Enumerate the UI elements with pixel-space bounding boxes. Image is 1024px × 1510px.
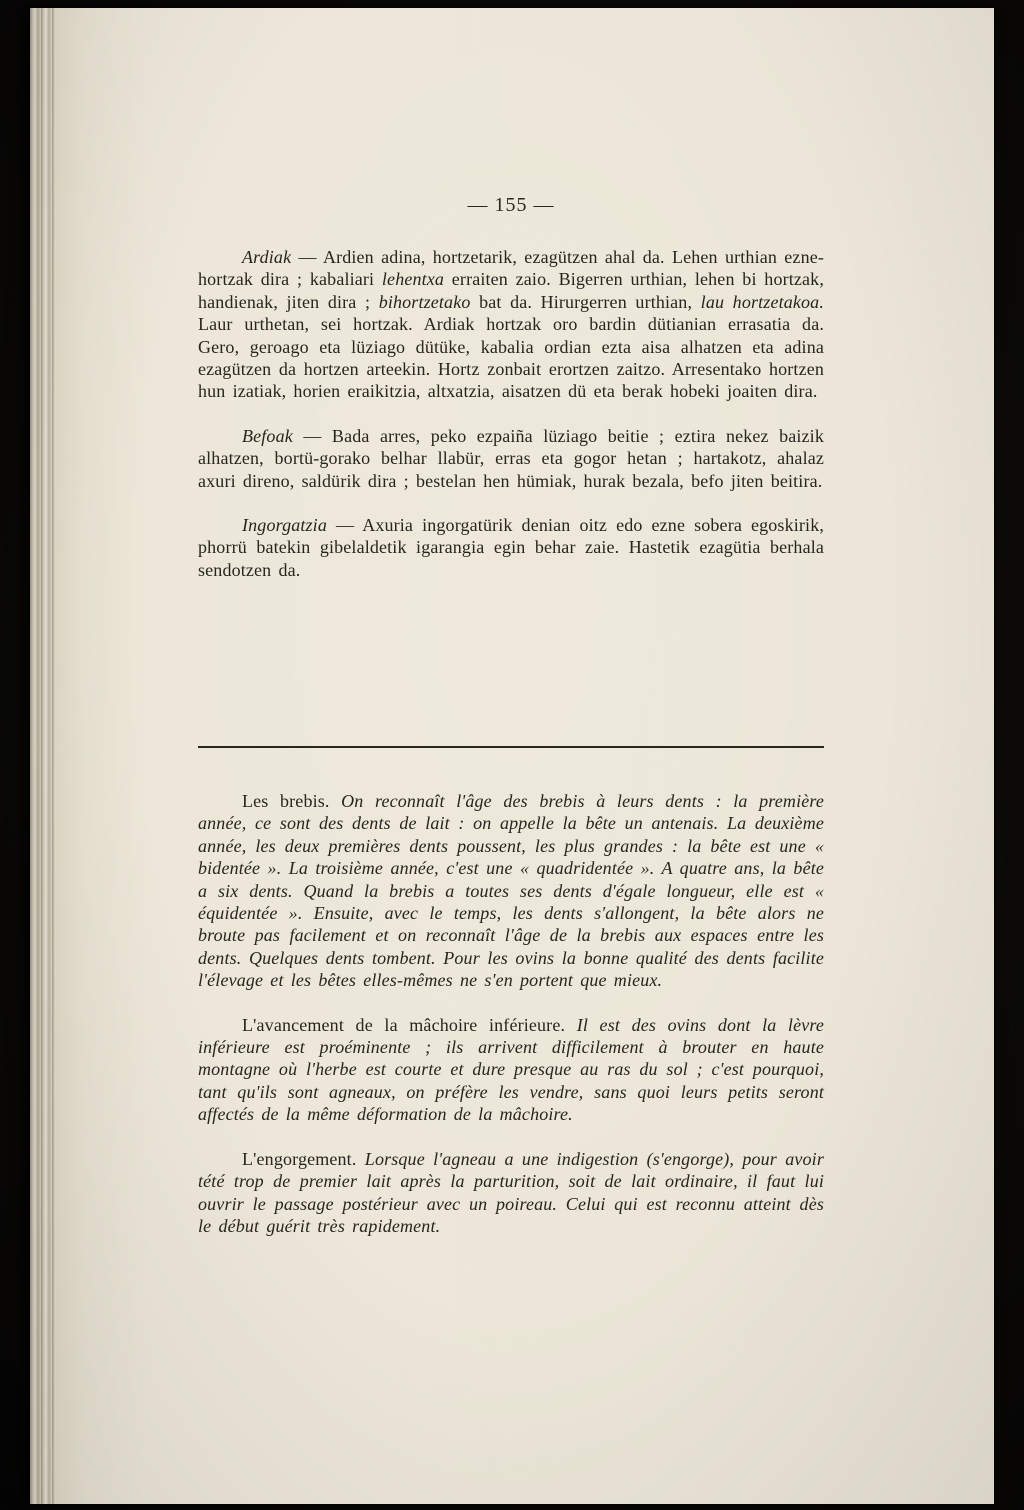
paragraph <box>198 246 824 403</box>
paragraph <box>198 425 824 492</box>
paragraph <box>198 1148 824 1238</box>
text-run: erraiten zaio. Bigerren urthian, lehen bi hortzak, handienak, jiten dira ; <box>198 269 824 312</box>
italic-run: Lorsque l'agneau a une indigestion (s'engorge), pour avoir tété trop de premier lait après la parturition, soit de lait ordinaire, il faut lui ouvrir le passage postérieur avec un poireau. Celui qui est reconnu atteint dès le début guérit très rapidement. <box>198 1148 824 1236</box>
paragraph <box>198 790 824 992</box>
italic-run: Il est des ovins dont la lèvre inférieure est proéminente ; ils arrivent difficilement à brouter en haute montagne où l'herbe est courte et dure presque au ras du sol ; c'est pourquoi, tant qu'ils sont agneaux, on préfère les vendre, sans quoi leurs petits seront affectés de la même déformation de la mâchoire. <box>198 1014 824 1125</box>
italic-run: lehentxa <box>381 269 445 290</box>
french-translation-block <box>198 790 824 1237</box>
italic-run: lau hortzetakoa. <box>700 291 824 312</box>
binding-page-edges <box>30 8 56 1504</box>
italic-run: Ingorgatzia <box>242 515 327 536</box>
basque-text-block <box>198 246 824 581</box>
paragraph <box>198 514 824 581</box>
italic-run: Ardiak <box>242 247 292 267</box>
text-run: Laur urthetan, sei hortzak. Ardiak hortzak oro bardin dütianian errasatia da. Gero, geroago eta lüziago dütüke, kabalia ordian ezta aisa alhatzen eta adina ezagützen da hortzen arteekin. Hortz zonbait erortzen zaitzo. Arresentako hortzen hun izatiak, horien eraikitzia, altxatzia, aisatzen dü eta berak hobeki joaiten dira. <box>198 314 824 402</box>
section-divider-rule <box>198 746 824 748</box>
text-run: — Ardien adina, hortzetarik, ezagützen ahal da. Lehen urthian ezne-hortzak dira ; kabaliari <box>198 247 824 290</box>
italic-run: bihortzetako <box>378 291 471 312</box>
book-page <box>30 8 994 1504</box>
italic-run: On reconnaît l'âge des brebis à leurs dents : la première année, ce sont des dents de lait : on appelle la bête un antenais. La deuxième année, les deux premières dents poussent, les plus grandes : la bête est une « bidentée ». La troisième année, c'est une « quadridentée ». A quatre ans, la bête a six dents. Quand la brebis a toutes ses dents d'égale longueur, elle est « équidentée ». Ensuite, avec le temps, les dents s'allongent, la bête alors ne broute pas facilement et on reconnaît l'âge de la brebis aux espaces entre les dents. Quelques dents tombent. Pour les ovins la bonne qualité des dents facilite l'élevage et les bêtes elles-mêmes ne s'en portent que mieux. <box>198 791 824 991</box>
text-run: Les brebis. <box>242 791 342 811</box>
text-run: — Bada arres, peko ezpaiña lüziago beitie ; eztira nekez baizik alhatzen, bortü-gorako belhar llabür, erras eta gogor hetan ; hartakotz, ahalaz axuri direno, saldürik dira ; bestelan hen hümiak, hurak bezala, befo jiten beitira. <box>198 425 824 491</box>
paragraph <box>198 1014 824 1126</box>
italic-run: Befoak <box>242 425 293 446</box>
page-number: — 155 — <box>467 194 555 216</box>
text-run: L'engorgement. <box>242 1148 365 1169</box>
text-run: bat da. Hirurgerren urthian, <box>470 291 701 312</box>
text-run: — Axuria ingorgatürik denian oitz edo ezne sobera egoskirik, phorrü batekin gibelaldetik igarangia egin behar zaie. Hastetik ezagütia berhala sendotzen da. <box>198 515 824 580</box>
text-run: L'avancement de la mâchoire inférieure. <box>242 1014 577 1035</box>
